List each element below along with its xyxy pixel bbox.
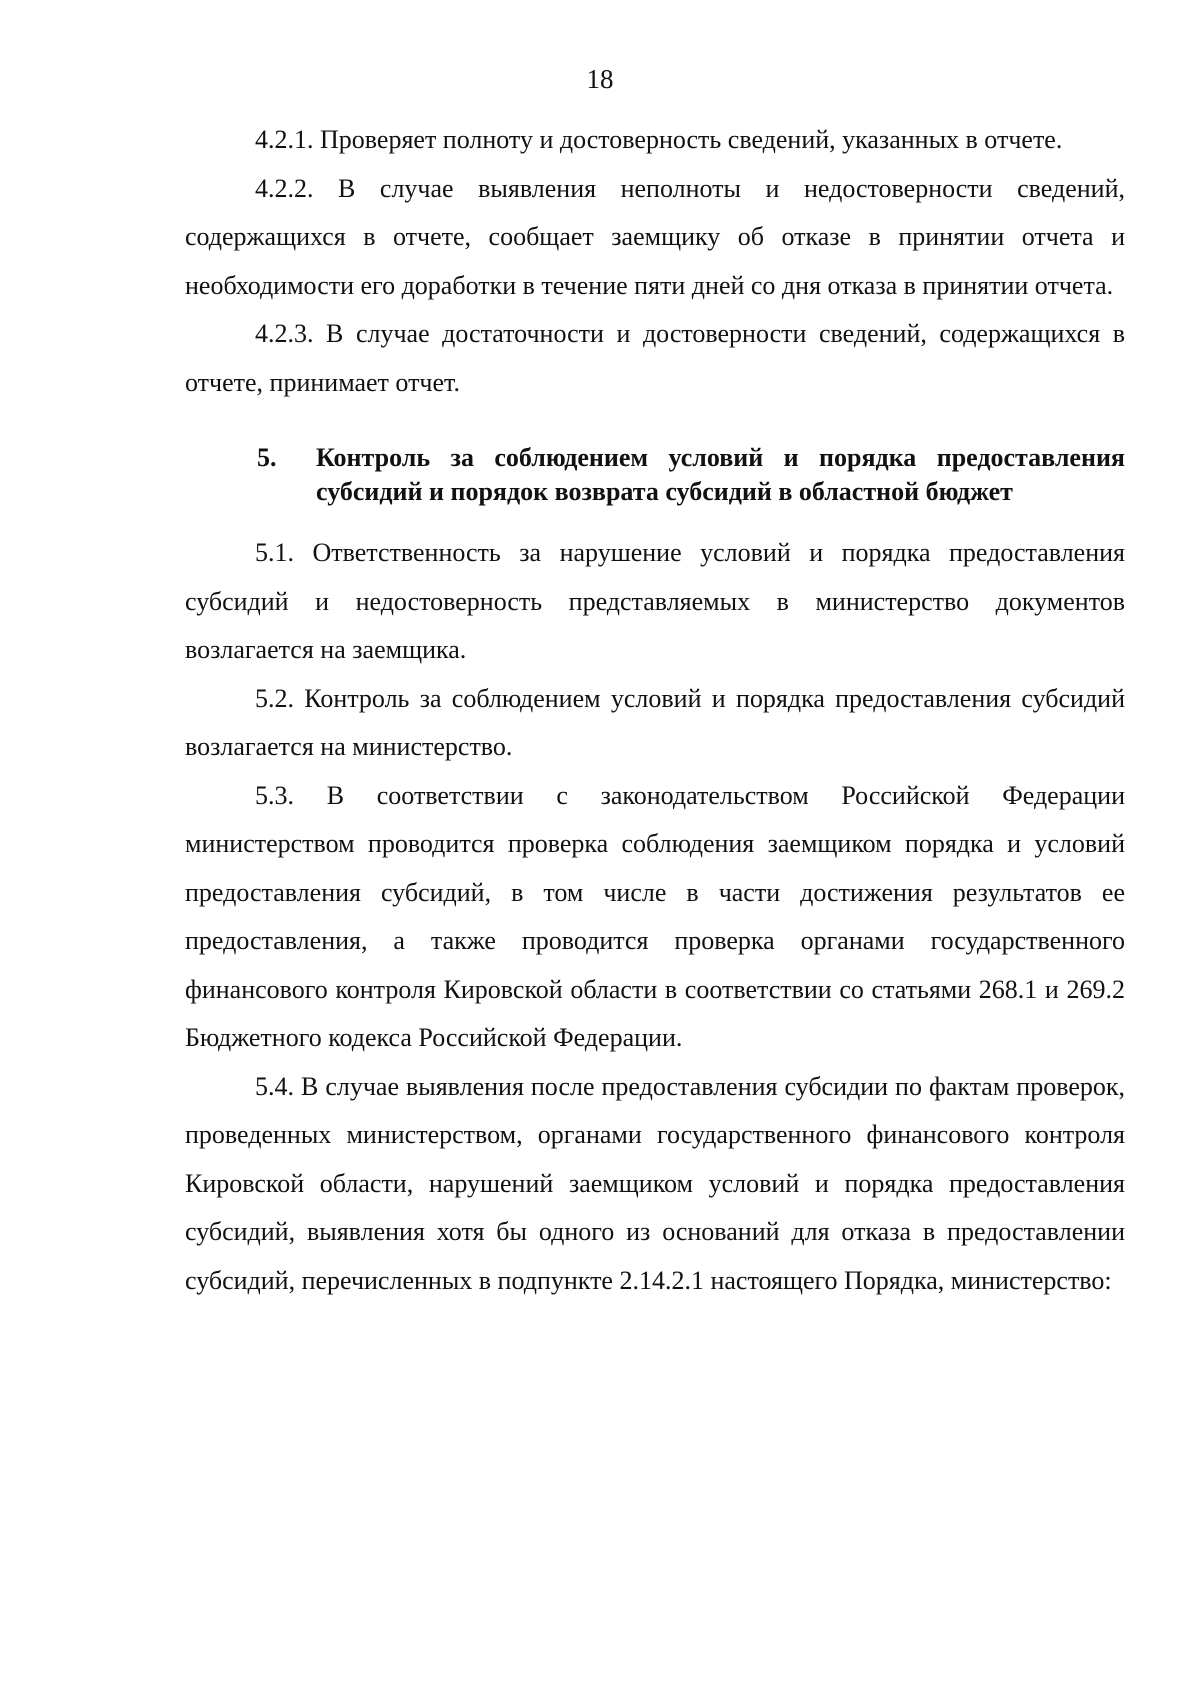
paragraph-5-1: 5.1. Ответственность за нарушение условий и порядка предоставления субсидий и недостоверность представляемых в министерство документов возлагается на заемщика.: [185, 538, 1125, 664]
section-title: Контроль за соблюдением условий и порядка предоставления субсидий и порядок возврата субсидий в областной бюджет: [316, 443, 1125, 506]
paragraph-4-2-1: 4.2.1. Проверяет полноту и достоверность сведений, указанных в отчете.: [255, 125, 1063, 154]
page-number: 18: [586, 64, 614, 94]
document-body: [185, 116, 1125, 1305]
paragraph-4-2-2: 4.2.2. В случае выявления неполноты и недостоверности сведений, содержащихся в отчете, сообщает заемщику об отказе в принятии отчета и необходимости его доработки в течение пяти дней со дня отказа в принятии отчета.: [185, 173, 1125, 300]
paragraph-5-4: 5.4. В случае выявления после предоставления субсидии по фактам проверок, проведенных министерством, органами государственного финансового контроля Кировской области, нарушений заемщиком условий и порядка предоставления субсидий, выявления хотя бы одного из оснований для отказа в предоставлении субсидий, перечисленных в подпункте 2.14.2.1 настоящего Порядка, министерство:: [185, 1071, 1125, 1295]
paragraph-4-2-3: 4.2.3. В случае достаточности и достоверности сведений, содержащихся в отчете, принимает отчет.: [185, 319, 1125, 397]
paragraph-5-3: 5.3. В соответствии с законодательством Российской Федерации министерством проводится проверка соблюдения заемщиком порядка и условий предоставления субсидий, в том числе в части достижения результатов ее предоставления, а также проводится проверка органами государственного финансового контроля Кировской области в соответствии со статьями 268.1 и 269.2 Бюджетного кодекса Российской Федерации.: [185, 780, 1125, 1052]
paragraph-5-2: 5.2. Контроль за соблюдением условий и порядка предоставления субсидий возлагается на министерство.: [185, 683, 1125, 761]
section-number: 5.: [257, 443, 277, 472]
section-heading: [185, 441, 1125, 509]
